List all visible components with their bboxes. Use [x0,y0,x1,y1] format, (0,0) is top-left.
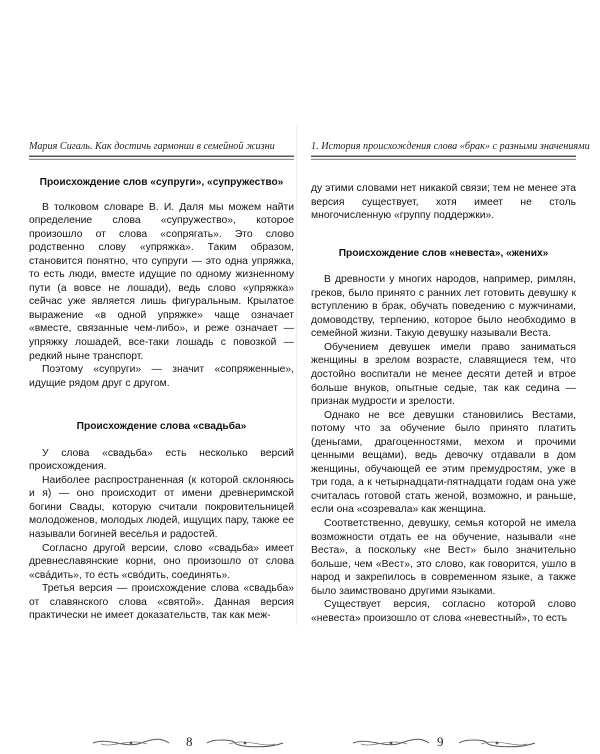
ornament-left-icon [91,736,171,750]
right-page-footer [311,734,576,754]
paragraph: Согласно другой версии, слово «свадьба» имеет древнеславянские корни, оно произошло от слова «свáдить», то есть «свóдить, соединять». [29,542,294,581]
paragraph: В толковом словаре В. И. Даля мы можем найти определение слова «супружество», которое произошло от слова «сопрягать». Это слово родственно слову «упряжка». Таким образом, становится понятно, что супруги — это одна упряжка, то есть люди, вместе идущие по одному жизненному пути (а вовсе не лошади), ведь слово «упряжка» сейчас уже является лишь фигуральным. Крылатое выражение «в одной упряжке» чаще означает «вместе, связанные чем-либо», и реже означает — упряжку лошадей, все-таки лошадь с повозкой — редкий ныне транспорт. [29,201,294,362]
right-header-rule [311,155,576,161]
left-page-body [29,176,294,623]
paragraph: Существует версия, согласно которой слово «невеста» произошло от слова «невестный», то есть [311,599,576,624]
right-running-header: 1. История происхождения слова «брак» с разными значениями [311,141,590,152]
right-page [311,140,590,749]
paragraph: Однако не все девушки становились Вестами, потому что за обучение было принято платить (деньгами, драгоценностями, мехом и прочими ценными вещами), ведь девочку отдавали в дом женщины, обучающей ее этим премудростям, уже в три года, а к четырнадцати-пятнадцати годам она уже считалась готовой стать женой, возможно, и раньше, если она «созревала» как женщина. [311,409,576,516]
paragraph: Поэтому «супруги» — значит «сопряженные», идущие рядом друг с другом. [29,364,294,389]
ornament-right-icon [205,736,285,750]
section-title-wedding: Происхождение слова «свадьба» [76,421,247,433]
ornament-right-icon [457,736,537,750]
paragraph: У слова «свадьба» есть несколько версий происхождения. [29,447,294,473]
right-page-body [311,182,576,625]
paragraph: В древности у многих народов, например, римлян, греков, было принято с ранних лет готовить девушку к вступлению в брак, обучать поведению с мужчинами, домоводству, терпению, которое было необходимо в семейной жизни. Такую девушку называли Веста. [311,274,576,340]
paragraph: Наиболее распространенная (к которой склоняюсь и я) — оно происходит от имени древнеримской богини Свады, которую считали покровительницей молодоженов, молодых людей, ищущих пару, также ее называли богиней веселья и радостей. [29,474,294,541]
paragraph: Обучением девушек имели право заниматься женщины в зрелом возрасте, славящиеся тем, что достойно воспитали не менее десяти детей и втрое больше внуков, опытные седые, так как седина — признак мудрости и зрелости. [311,341,576,408]
section-title-spouses: Происхождение слов «супруги», «супружество» [39,177,284,188]
section-title-bride-groom: Происхождение слов «невеста», «жених» [338,247,549,259]
paragraph: Соответственно, девушку, семья которой не имела возможности отдать ее на обучение, называли «не Веста», а поскольку «не Вест» было значительно больше, чем «Вест», это слово, как говорится, ушло в народ и закрепилось в современном языке, а также было заимствовано другими языками. [311,518,576,597]
ornament-left-icon [351,736,431,750]
left-page [29,140,294,749]
book-gutter [296,125,298,625]
page-number-right: 9 [437,734,444,749]
left-header-rule [29,155,294,161]
paragraph-continuation: ду этими словами нет никакой связи; тем не менее эта версия существует, хотя имеет не столь многочисленную «группу поддержки». [311,183,576,222]
page-number-left: 8 [186,734,193,749]
paragraph: Третья версия — происхождение слова «свадьба» от славянского слова «святой». Данная версия практически не имеет доказательств, так как меж- [29,583,294,622]
left-page-footer [29,734,294,754]
left-running-header: Мария Сигаль. Как достичь гармонии в семейной жизни [29,141,275,152]
